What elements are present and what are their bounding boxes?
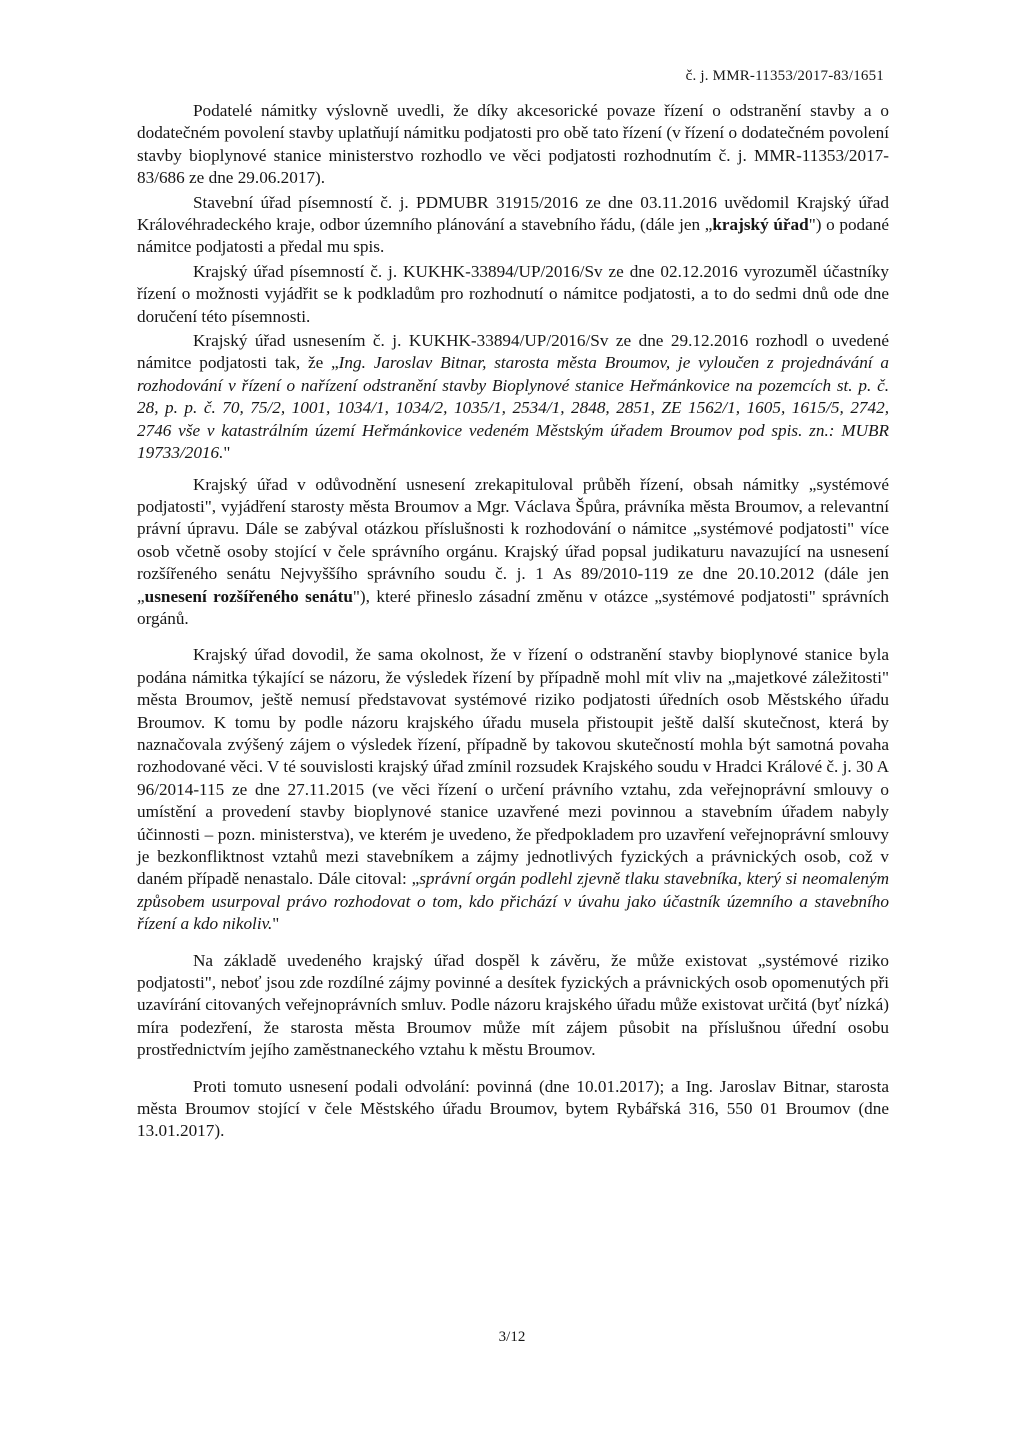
reference-number: č. j. MMR-11353/2017-83/1651	[685, 68, 884, 84]
paragraph-regional-office-resolution	[137, 330, 889, 464]
paragraph-text: Proti tomuto usnesení podali odvolání: povinná (dne 10.01.2017); a Ing. Jaroslav Bitnar, starosta města Broumov stojící v čele Městského úřadu Broumov, bytem Rybářská 316, 550 01 Broumov (dne 13.01.2017).	[137, 1076, 889, 1141]
paragraph-appeals	[137, 1076, 889, 1143]
paragraph-text: ") o podané námitce podjatosti a předal mu spis.	[137, 215, 890, 257]
paragraph-building-office-notice	[137, 192, 889, 259]
paragraph-text: Stavební úřad písemností č. j. PDMUBR 31915/2016 ze dne 03.11.2016 uvědomil Krajský úřad Královéhradeckého kraje, odbor územního plánování a stavebního řádu, (dále jen „	[137, 192, 889, 235]
page-number: 3/12	[498, 1329, 526, 1345]
paragraph-regional-office-notice	[137, 261, 889, 328]
defined-term: usnesení rozšířeného senátu	[144, 586, 353, 606]
paragraph-regional-office-deduction	[137, 644, 889, 935]
paragraph-text: "	[223, 443, 231, 463]
paragraph-text: Krajský úřad písemností č. j. KUKHK-33894/UP/2016/Sv ze dne 02.12.2016 vyrozuměl účastníky řízení o možnosti vyjádřit se k podkladům pro rozhodnutí o námitce podjatosti, a to do sedmi dnů ode dne doručení této písemnosti.	[137, 261, 889, 326]
paragraph-conclusion	[137, 950, 889, 1062]
defined-term: krajský úřad	[712, 215, 809, 235]
paragraph-text: "	[272, 914, 280, 934]
paragraph-text: Na základě uvedeného krajský úřad dospěl k závěru, že může existovat „systémové riziko podjatosti", neboť jsou zde rozdílné zájmy povinné a desítek fyzických a právnických osob opomenutých při uzavírání citovaných veřejnoprávních smluv. Podle názoru krajského úřadu může existovat určitá (byť nízká) míra podezření, že starosta města Broumov může mít zájem působit na příslušnou úřední osobu prostřednictvím jejího zaměstnaneckého vztahu k městu Broumov.	[137, 950, 889, 1060]
paragraph-text: Podatelé námitky výslovně uvedli, že díky akcesorické povaze řízení o odstranění stavby a o dodatečném povolení stavby uplatňují námitku podjatosti pro obě tato řízení (v řízení o dodatečném povolení stavby bioplynové stanice ministerstvo rozhodlo ve věci podjatosti rozhodnutím č. j. MMR-11353/2017-83/686 ze dne 29.06.2017).	[137, 101, 889, 188]
paragraph-reasoning	[137, 474, 889, 631]
paragraph-text: Krajský úřad v odůvodnění usnesení zrekapituloval průběh řízení, obsah námitky „systémové podjatosti", vyjádření starosty města Broumov a Mgr. Václava Špůra, právníka města Broumov, a relevantní právní úpravu. Dále se zabýval otázkou příslušnosti k rozhodování o námitce „systémové podjatosti" více osob včetně osoby stojící v čele správního orgánu. Krajský úřad popsal judikaturu navazující na usnesení rozšířeného senátu Nejvyššího správního soudu č. j. 1 As 89/2010-119 ze dne 20.10.2012 (dále jen „	[137, 474, 889, 606]
document-body	[137, 100, 889, 1152]
paragraph-objection-scope	[137, 100, 889, 190]
quoted-resolution: Ing. Jaroslav Bitnar, starosta města Broumov, je vyloučen z projednávání a rozhodování v řízení o nařízení odstranění stavby Bioplynové stanice Heřmánkovice na pozemcích st. p. č. 28, p. p. č. 70, 75/2, 1001, 1034/1, 1034/2, 1035/1, 2534/1, 2848, 2851, ZE 1562/1, 1605, 1615/5, 2742, 2746 vše v katastrálním území Heřmánkovice vedeném Městským úřadem Broumov pod spis. zn.: MUBR 19733/2016.	[137, 353, 889, 463]
paragraph-text: Krajský úřad dovodil, že sama okolnost, že v řízení o odstranění stavby bioplynové stanice byla podána námitka týkající se názoru, že výsledek řízení by případně mohl mít vliv na „majetkové záležitosti" města Broumov, ještě nemusí představovat systémové riziko podjatosti úředních osob Městského úřadu Broumov. K tomu by podle názoru krajského úřadu musela přistoupit ještě další skutečnost, která by naznačovala zvýšený zájem o výsledek řízení, případně by takovou skutečností mohla být samotná povaha rozhodované věci. V té souvislosti krajský úřad zmínil rozsudek Krajského soudu v Hradci Králové č. j. 30 A 96/2014-115 ze dne 27.11.2015 (ve věci řízení o určení právního vztahu, zda veřejnoprávní smlouvy o umístění a provedení stavby bioplynové stanice uzavřené mezi povinnou a stavebním úřadem nabyly účinnosti – pozn. ministerstva), ve kterém je uvedeno, že předpokladem pro uzavření veřejnoprávní smlouvy je bezkonfliktnost vztahů mezi stavebníkem a zájmy jednotlivých fyzických a právnických osob, což v daném případě nenastalo. Dále citoval: „	[137, 645, 889, 889]
paragraph-text: "), které přineslo zásadní změnu v otázce „systémové podjatosti" správních orgánů.	[137, 586, 889, 628]
paragraph-text: Krajský úřad usnesením č. j. KUKHK-33894/UP/2016/Sv ze dne 29.12.2016 rozhodl o uvedené námitce podjatosti tak, že „	[137, 331, 889, 373]
court-quote: správní orgán podlehl zjevně tlaku stavebníka, který si neomaleným způsobem usurpoval právo rozhodovat o tom, kdo přichází v úvahu jako účastník územního a stavebního řízení a kdo nikoliv.	[137, 869, 889, 934]
